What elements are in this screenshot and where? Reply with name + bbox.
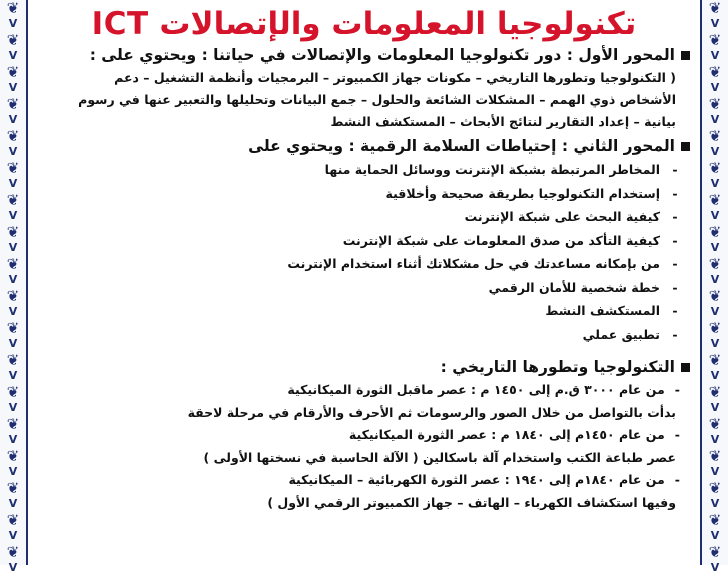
floral-ornament-icon: ❦ bbox=[6, 319, 20, 337]
chevron-ornament-icon: V bbox=[8, 497, 18, 510]
floral-ornament-icon: ❦ bbox=[708, 383, 722, 401]
floral-ornament-icon: ❦ bbox=[708, 479, 722, 497]
chevron-ornament-icon: V bbox=[8, 209, 18, 222]
section1-heading bbox=[30, 46, 690, 64]
floral-ornament-icon: ❦ bbox=[6, 351, 20, 369]
era-description: وفيها استكشاف الكهرباء – الهاتف – جهاز الكمبيوتر الرقمي الأول ) bbox=[267, 494, 676, 510]
floral-ornament-icon: ❦ bbox=[6, 543, 20, 561]
list-item bbox=[30, 229, 680, 253]
floral-ornament-icon: ❦ bbox=[6, 95, 20, 113]
era-line bbox=[30, 424, 680, 447]
dash-bullet: - bbox=[672, 232, 678, 248]
section3-heading bbox=[30, 358, 690, 376]
floral-ornament-icon: ❦ bbox=[6, 415, 20, 433]
chevron-ornament-icon: V bbox=[710, 497, 720, 510]
floral-ornament-icon: ❦ bbox=[6, 159, 20, 177]
floral-ornament-icon: ❦ bbox=[708, 415, 722, 433]
dash-bullet: - bbox=[674, 427, 680, 442]
chevron-ornament-icon: V bbox=[710, 561, 720, 574]
chevron-ornament-icon: V bbox=[710, 177, 720, 190]
era-text: من عام ١٤٥٠م إلى ١٨٤٠ م : عصر الثورة الميكانيكية bbox=[348, 427, 665, 442]
floral-ornament-icon: ❦ bbox=[708, 255, 722, 273]
floral-ornament-icon: ❦ bbox=[708, 319, 722, 337]
floral-ornament-icon: ❦ bbox=[6, 287, 20, 305]
floral-ornament-icon: ❦ bbox=[708, 127, 722, 145]
era-line bbox=[30, 469, 680, 492]
square-bullet-icon bbox=[681, 51, 690, 60]
section3-heading-text: التكنولوجيا وتطورها التاريخي : bbox=[440, 358, 675, 376]
era-text: من عام ٣٠٠٠ ق.م إلى ١٤٥٠ م : عصر ماقبل الثورة الميكانيكية bbox=[287, 382, 665, 397]
list-item bbox=[30, 205, 680, 229]
chevron-ornament-icon: V bbox=[710, 49, 720, 62]
square-bullet-icon bbox=[681, 363, 690, 372]
dash-bullet: - bbox=[674, 472, 680, 487]
chevron-ornament-icon: V bbox=[8, 241, 18, 254]
chevron-ornament-icon: V bbox=[8, 113, 18, 126]
floral-ornament-icon: ❦ bbox=[708, 447, 722, 465]
section1-line: بيانية – إعداد التقارير لنتائج الأبحاث – المستكشف النشط bbox=[330, 114, 676, 129]
floral-ornament-icon: ❦ bbox=[6, 255, 20, 273]
floral-ornament-icon: ❦ bbox=[6, 511, 20, 529]
chevron-ornament-icon: V bbox=[710, 305, 720, 318]
chevron-ornament-icon: V bbox=[710, 433, 720, 446]
chevron-ornament-icon: V bbox=[8, 337, 18, 350]
floral-ornament-icon: ❦ bbox=[708, 351, 722, 369]
floral-ornament-icon: ❦ bbox=[708, 191, 722, 209]
section1-line: ( التكنولوجيا وتطورها التاريخي – مكونات جهاز الكمبيوتر – البرمجيات وأنظمة التشغيل – دعم bbox=[114, 70, 676, 85]
floral-ornament-icon: ❦ bbox=[6, 479, 20, 497]
floral-ornament-icon: ❦ bbox=[708, 31, 722, 49]
section2-heading-text: المحور الثاني : إحتياطات السلامة الرقمية : ويحتوي على bbox=[248, 137, 675, 155]
dash-bullet: - bbox=[674, 382, 680, 397]
floral-ornament-icon: ❦ bbox=[708, 287, 722, 305]
floral-ornament-icon: ❦ bbox=[6, 447, 20, 465]
chevron-ornament-icon: V bbox=[710, 209, 720, 222]
floral-ornament-icon: ❦ bbox=[6, 0, 20, 17]
floral-ornament-icon: ❦ bbox=[708, 511, 722, 529]
left-decorative-border bbox=[0, 0, 28, 574]
chevron-ornament-icon: V bbox=[710, 17, 720, 30]
chevron-ornament-icon: V bbox=[710, 465, 720, 478]
floral-ornament-icon: ❦ bbox=[6, 63, 20, 81]
list-item bbox=[30, 299, 680, 323]
section2-heading bbox=[30, 137, 690, 155]
chevron-ornament-icon: V bbox=[710, 401, 720, 414]
list-item-text: من بإمكانه مساعدتك في حل مشكلاتك أثناء استخدام الإنترنت bbox=[287, 256, 660, 271]
floral-ornament-icon: ❦ bbox=[6, 383, 20, 401]
chevron-ornament-icon: V bbox=[8, 305, 18, 318]
dash-bullet: - bbox=[672, 279, 678, 295]
chevron-ornament-icon: V bbox=[710, 113, 720, 126]
list-item-text: المخاطر المرتبطة بشبكة الإنترنت ووسائل الحماية منها bbox=[324, 162, 660, 177]
chevron-ornament-icon: V bbox=[8, 401, 18, 414]
list-item-text: إستخدام التكنولوجيا بطريقة صحيحة وأخلاقية bbox=[385, 185, 660, 201]
section2-list bbox=[30, 158, 698, 346]
era-line bbox=[30, 379, 680, 402]
list-item-text: كيفية البحث على شبكة الإنترنت bbox=[464, 209, 660, 224]
floral-ornament-icon: ❦ bbox=[708, 95, 722, 113]
list-item bbox=[30, 323, 680, 347]
chevron-ornament-icon: V bbox=[710, 81, 720, 94]
list-item bbox=[30, 182, 680, 206]
list-item bbox=[30, 276, 680, 300]
floral-ornament-icon: ❦ bbox=[708, 0, 722, 17]
square-bullet-icon bbox=[681, 142, 690, 151]
right-decorative-border bbox=[700, 0, 728, 574]
era-description: عصر طباعة الكتب واستخدام آلة باسكالين ( الآلة الحاسبة في نسختها الأولى ) bbox=[203, 449, 676, 465]
chevron-ornament-icon: V bbox=[8, 561, 18, 574]
list-item bbox=[30, 158, 680, 182]
dash-bullet: - bbox=[672, 303, 678, 318]
chevron-ornament-icon: V bbox=[8, 177, 18, 190]
chevron-ornament-icon: V bbox=[710, 241, 720, 254]
chevron-ornament-icon: V bbox=[710, 273, 720, 286]
chevron-ornament-icon: V bbox=[710, 369, 720, 382]
chevron-ornament-icon: V bbox=[8, 273, 18, 286]
section1-description bbox=[38, 67, 676, 133]
section1-heading-text: المحور الأول : دور تكنولوجيا المعلومات والإتصالات في حياتنا : ويحتوي على : bbox=[89, 46, 675, 64]
floral-ornament-icon: ❦ bbox=[708, 543, 722, 561]
chevron-ornament-icon: V bbox=[710, 145, 720, 158]
chevron-ornament-icon: V bbox=[8, 49, 18, 62]
chevron-ornament-icon: V bbox=[8, 17, 18, 30]
dash-bullet: - bbox=[672, 162, 678, 177]
chevron-ornament-icon: V bbox=[8, 81, 18, 94]
chevron-ornament-icon: V bbox=[8, 145, 18, 158]
list-item bbox=[30, 252, 680, 276]
floral-ornament-icon: ❦ bbox=[6, 191, 20, 209]
chevron-ornament-icon: V bbox=[8, 433, 18, 446]
chevron-ornament-icon: V bbox=[710, 337, 720, 350]
era-text: من عام ١٨٤٠م إلى ١٩٤٠ : عصر الثورة الكهربائية – الميكانيكية bbox=[288, 472, 665, 487]
floral-ornament-icon: ❦ bbox=[6, 31, 20, 49]
chevron-ornament-icon: V bbox=[8, 465, 18, 478]
dash-bullet: - bbox=[672, 185, 678, 201]
floral-ornament-icon: ❦ bbox=[6, 223, 20, 241]
list-item-text: خطة شخصية للأمان الرقمي bbox=[488, 279, 660, 295]
chevron-ornament-icon: V bbox=[8, 529, 18, 542]
floral-ornament-icon: ❦ bbox=[708, 223, 722, 241]
document-title: تكنولوجيا المعلومات والإتصالات ICT bbox=[91, 6, 637, 42]
document-page bbox=[30, 0, 698, 565]
list-item-text: المستكشف النشط bbox=[545, 303, 660, 318]
chevron-ornament-icon: V bbox=[8, 369, 18, 382]
list-item-text: تطبيق عملي bbox=[582, 326, 660, 342]
section1-line: الأشخاص ذوي الهمم – المشكلات الشائعة والحلول – جمع البيانات وتحليلها والتعبير عنها في رسوم bbox=[78, 92, 676, 107]
floral-ornament-icon: ❦ bbox=[708, 159, 722, 177]
floral-ornament-icon: ❦ bbox=[708, 63, 722, 81]
dash-bullet: - bbox=[672, 209, 678, 224]
era-description: بدأت بالتواصل من خلال الصور والرسومات ثم الأحرف والأرقام في مرحلة لاحقة bbox=[187, 404, 676, 420]
floral-ornament-icon: ❦ bbox=[6, 127, 20, 145]
dash-bullet: - bbox=[672, 326, 678, 342]
list-item-text: كيفية التأكد من صدق المعلومات على شبكة الإنترنت bbox=[342, 232, 660, 248]
dash-bullet: - bbox=[672, 256, 678, 271]
chevron-ornament-icon: V bbox=[710, 529, 720, 542]
